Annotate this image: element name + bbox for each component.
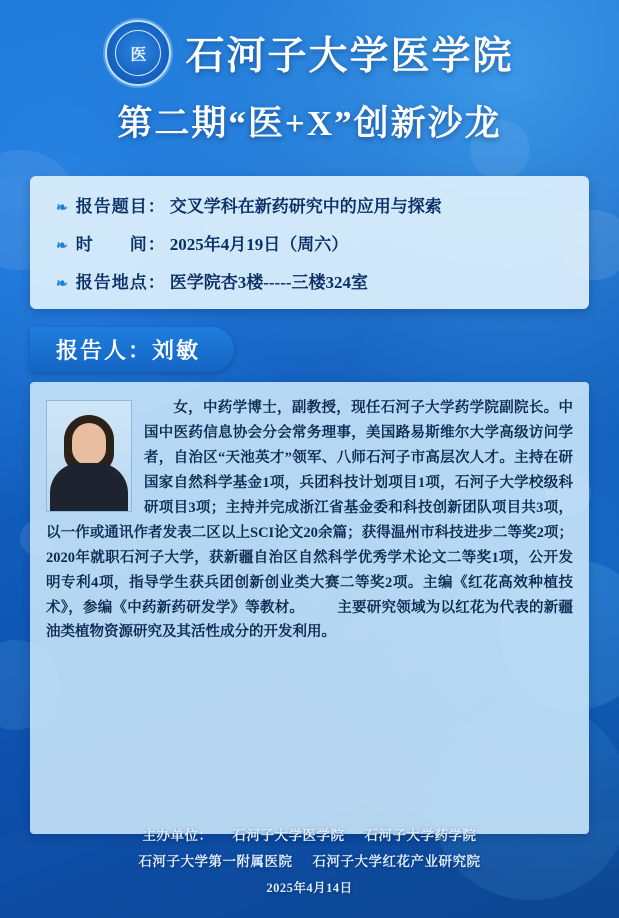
footer-org-pharmacy-college: 石河子大学药学院	[364, 828, 477, 843]
page-title: 石河子大学医学院	[185, 35, 514, 78]
info-label-location: 报告地点：	[75, 273, 166, 292]
footer-organizer-label: 主办单位：	[142, 828, 213, 843]
poster-footer	[0, 823, 619, 900]
footer-org-first-hospital: 石河子大学第一附属医院	[138, 854, 293, 870]
poster-header	[0, 0, 619, 152]
footer-row-1	[0, 823, 619, 849]
info-row-location	[56, 268, 571, 293]
speaker-portrait-image	[46, 400, 132, 512]
info-row-topic	[56, 192, 571, 217]
info-value-topic: 交叉学科在新药研究中的应用与探索	[169, 197, 442, 216]
speaker-bio-main: 女，中药学博士，副教授，现任石河子大学药学院副院长。中国中医药信息协会分会常务理事，美国路易斯维尔大学高级访问学者，自治区“天池英才”领军、八师石河子市高层次人才。主持在研国家自然科学基金1项，兵团科技计划项目1项，石河子大学校级科研项目3项；主持并完成浙江省基金委和科技创新团队项目共3项，以一作或通讯作者发表二区以上SCI论文20余篇；获得温州市科技进步二等奖2项；2020年就职石河子大学，获新疆自治区自然科学优秀学术论文二等奖1项，公开发明专利4项，指导学生获兵团创新创业类大赛二等奖2项。主编《红花高效种植技术》，参编《中药新药研发学》等教材。	[46, 400, 573, 616]
footer-row-2	[0, 849, 619, 875]
speaker-tag	[30, 327, 234, 372]
speaker-bio-tail: 主要研究领域为以红花为代表的新疆油类植物资源研究及其活性成分的开发利用。	[46, 599, 574, 641]
portrait-face-shape	[72, 423, 106, 465]
logo-inner-glyph: 医	[115, 30, 161, 76]
footer-org-safflower-institute: 石河子大学红花产业研究院	[312, 854, 481, 870]
bullet-icon: ❧	[56, 239, 68, 254]
footer-date: 2025年4月14日	[266, 880, 353, 895]
info-value-time: 2025年4月19日（周六）	[169, 235, 349, 254]
info-row-time	[56, 230, 571, 255]
info-value-location: 医学院杏3楼-----三楼324室	[169, 273, 369, 292]
bullet-icon: ❧	[56, 277, 68, 292]
event-info-card	[30, 176, 589, 309]
page-subtitle: 第二期“医+X”创新沙龙	[117, 104, 502, 143]
speaker-section	[30, 327, 589, 834]
info-label-topic: 报告题目：	[75, 197, 166, 216]
speaker-tag-label: 报告人：	[56, 338, 153, 363]
bullet-icon: ❧	[56, 201, 68, 216]
info-label-time: 时 间：	[75, 235, 166, 254]
university-logo-icon	[105, 20, 171, 86]
title-row	[0, 20, 619, 86]
portrait-body-shape	[50, 463, 128, 511]
footer-org-medical-college: 石河子大学医学院	[232, 828, 345, 843]
speaker-bio-card	[30, 382, 589, 834]
speaker-name: 刘敏	[152, 338, 201, 363]
